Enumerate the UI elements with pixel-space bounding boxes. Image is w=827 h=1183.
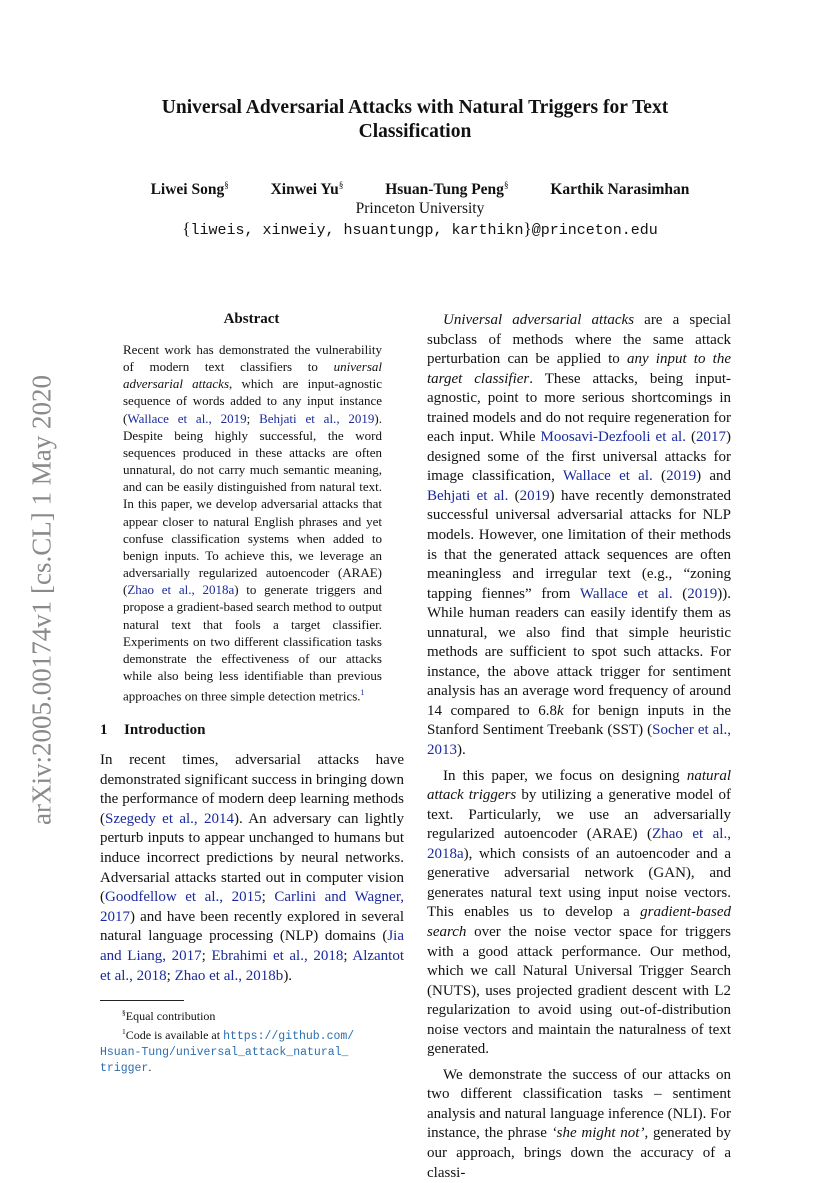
paragraph-demonstration: We demonstrate the success of our attacks on two different classification tasks – sentiment analysis and natural language inference (NLI). For instance, the phrase ‘she might not’, generated by our approach, brings down the accuracy of a classi-: [427, 1066, 731, 1181]
citation-link[interactable]: 2019: [666, 468, 697, 485]
citation-link[interactable]: Carlini and Wagner, 2017: [100, 889, 404, 925]
citation-link[interactable]: Zhao et al., 2018b: [174, 967, 284, 984]
citation-link[interactable]: Jia and Liang, 2017: [100, 928, 404, 964]
author-name: Xinwei Yu: [270, 181, 339, 199]
citation-link[interactable]: 2017: [696, 429, 726, 446]
introduction-paragraph: In recent times, adversarial attacks have demonstrated significant success in bringing down the performance of modern deep learning methods (Szegedy et al., 2014). An adversary can lightly perturb inputs to appear unchanged to humans but induce incorrect predictions by neural networks. Adversarial attacks started out in computer vision (Goodfellow et al., 2015; Carlini and Wagner, 2017) and have been recently explored in several natural language processing (NLP) domains (Jia and Liang, 2017; Ebrahimi et al., 2018; Alzantot et al., 2018; Zhao et al., 2018b).: [100, 752, 405, 984]
title-line-2: Classification: [358, 121, 472, 142]
title-line-1: Universal Adversarial Attacks with Natural Triggers for Text: [161, 97, 669, 118]
paragraph-natural-triggers: In this paper, we focus on designing natural attack triggers by utilizing a generative model of text. Particularly, we use an adversarially regularized autoencoder (ARAE) (Zhao et al., 2018a), which consists of an autoencoder and a generative adversarial network (GAN), and generates natural text using input noise vectors. This enables us to develop a gradient-based search over the noise vector space for triggers with a good attack performance. Our method, which we call Natural Universal Trigger Search (NUTS), uses projected gradient descent with L2 regularization to avoid using out-of-distribution noise vectors and maintain the naturalness of text generated.: [427, 767, 731, 1058]
citation-link[interactable]: Socher et al., 2013: [427, 722, 731, 759]
section-heading-introduction: [100, 722, 403, 739]
email-brace-close: }: [523, 219, 532, 238]
code-url-link[interactable]: https://github.com/ Hsuan-Tung/universal_attack_natural_ trigger: [100, 1030, 355, 1075]
citation-link[interactable]: 2019: [519, 487, 550, 504]
author-mark: §: [338, 180, 344, 190]
author-name: Hsuan-Tung Peng: [385, 181, 504, 199]
affiliation: Princeton University: [355, 200, 485, 217]
footnote-link[interactable]: 1: [360, 688, 365, 698]
author: [151, 180, 229, 199]
citation-link[interactable]: Behjati et al., 2019: [259, 410, 375, 426]
section-number: 1: [100, 722, 108, 738]
author: [385, 180, 508, 199]
footnote-rule: [100, 1000, 184, 1001]
email-usernames: liweis, xinweiy, hsuantungp, karthikn: [190, 222, 524, 239]
citation-link[interactable]: Moosavi-Dezfooli et al.: [540, 429, 686, 446]
author-mark: §: [503, 180, 509, 190]
citation-link[interactable]: Goodfellow et al., 2015: [105, 889, 262, 906]
citation-link[interactable]: 2019: [687, 585, 718, 602]
email-brace-open: {: [182, 219, 191, 238]
abstract-body: Recent work has demonstrated the vulnerability of modern text classifiers to universal adversarial attacks, which are input-agnostic sequence of words added to any input instance (Wallace et al., 2019; Behjati et al., 2019). Despite being highly successful, the word sequences produced in these attacks are often unnatural, do not carry much semantic meaning, and can be easily distinguished from natural text. In this paper, we develop adversarial attacks that appear closer to natural English phrases and yet confuse classification systems when added to benign inputs. To achieve this, we leverage an adversarially regularized autoencoder (ARAE) (Zhao et al., 2018a) to generate triggers and propose a gradient-based search method to output natural text that fools a target classifier. Experiments on two different classification tasks demonstrate the effectiveness of our attacks while also being less identifiable than previous approaches on three simple detection metrics.$^1$: [123, 342, 383, 704]
citation-link[interactable]: Wallace et al.: [579, 585, 673, 602]
author: [550, 181, 689, 199]
paper-title: [110, 96, 720, 144]
arxiv-stamp-text: arXiv:2005.00174v1 [cs.CL] 1 May 2020: [26, 375, 57, 825]
citation-link[interactable]: Wallace et al., 2019: [127, 410, 247, 426]
paragraph-universal-attacks: Universal adversarial attacks are a special subclass of methods where the same attack perturbation can be applied to any input to the target classifier. These attacks, being input-agnostic, point to more serious shortcomings in trained models and do not require regeneration for each input. While Moosavi-Dezfooli et al. (2017) designed some of the first universal attacks for image classification, Wallace et al. (2019) and Behjati et al. (2019) have recently demonstrated successful universal adversarial attacks for NLP models. However, one limitation of their methods is that the generated attack sequences are often meaningless and irregular text (e.g., “zoning tapping fiennes” from Wallace et al. (2019)). While human readers can easily identify them as unnatural, we also find that simple heuristic methods are sufficient to spot such attacks. For instance, the above attack trigger for sentiment analysis has an average word frequency of around 14 compared to 6.8k for benign inputs in the Stanford Sentiment Treebank (SST) (Socher et al., 2013).: [427, 312, 732, 759]
abstract-heading: Abstract: [223, 311, 280, 327]
citation-link[interactable]: Szegedy et al., 2014: [105, 810, 235, 827]
footnotes: [100, 1005, 404, 1076]
footnote-code-availability: $^1$Code is available at https://github.com/ Hsuan-Tung/universal_attack_natural_ trigger.: [100, 1027, 355, 1075]
section-title: Introduction: [124, 722, 206, 738]
author-name: Karthik Narasimhan: [550, 181, 690, 199]
footnote-equal-contribution: §Equal contribution: [122, 1008, 216, 1023]
citation-link[interactable]: Wallace et al.: [562, 468, 653, 485]
author-list: [100, 180, 740, 199]
citation-link[interactable]: Zhao et al., 2018a: [427, 826, 731, 862]
arxiv-identifier-stamp: [22, 365, 62, 835]
right-column-text: [427, 311, 731, 1183]
author: [271, 180, 344, 199]
citation-link[interactable]: Behjati et al.: [427, 487, 509, 504]
email-domain: @princeton.edu: [531, 222, 658, 239]
citation-link[interactable]: Zhao et al., 2018a: [127, 582, 235, 598]
author-emails: [100, 219, 740, 239]
citation-link[interactable]: Ebrahimi et al., 2018: [211, 947, 344, 964]
author-name: Liwei Song: [150, 181, 225, 199]
citation-link[interactable]: Alzantot et al., 2018: [100, 947, 405, 984]
author-mark: §: [224, 180, 229, 190]
